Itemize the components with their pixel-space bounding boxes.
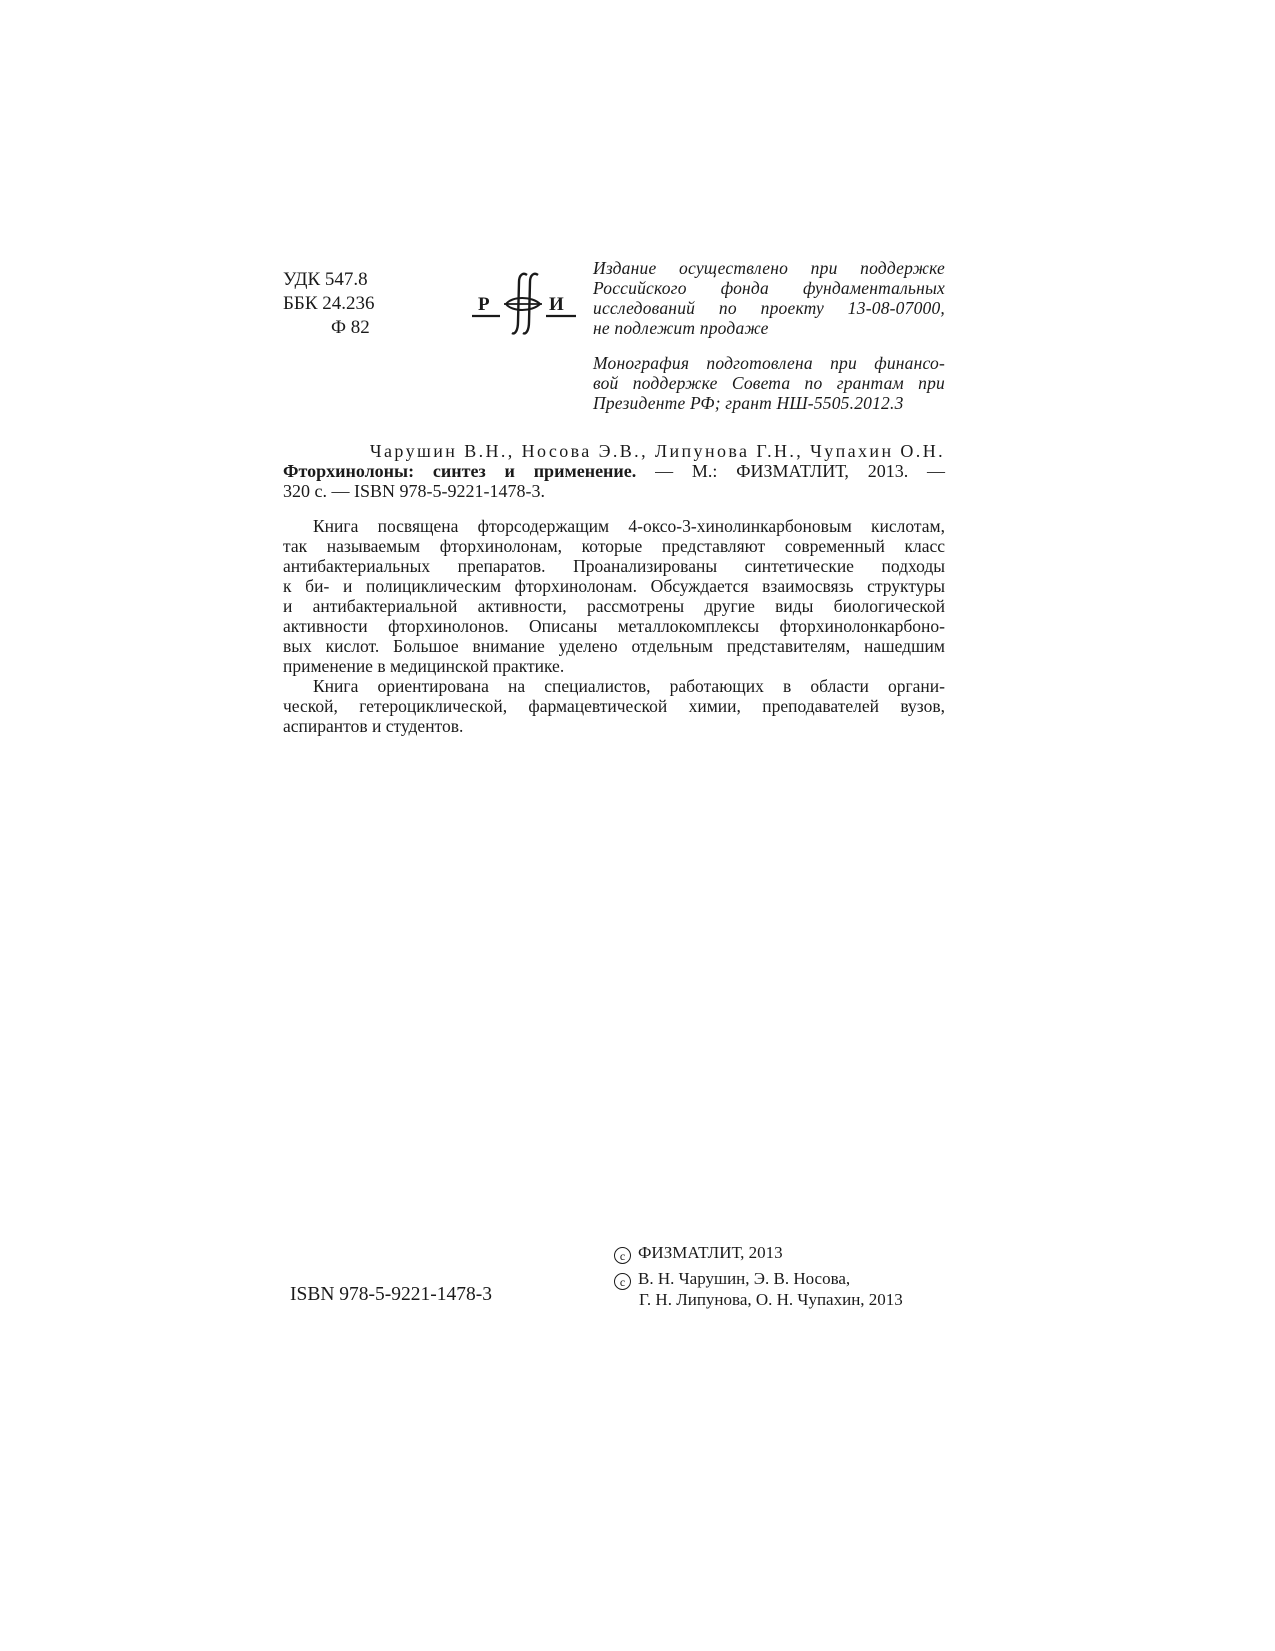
support-note	[593, 258, 945, 338]
grant-note	[593, 353, 945, 413]
rffi-logo-graphic	[468, 272, 578, 338]
biblio-authors: Чарушин В.Н., Носова Э.В., Липунова Г.Н., Чупахин О.Н.	[369, 441, 945, 461]
copyright-publisher-text: ФИЗМАТЛИТ, 2013	[638, 1243, 783, 1262]
annotation-line: и антибактериальной активности, рассмотрены другие виды биологической	[283, 596, 945, 616]
support-line: Российского фонда фундаментальных	[593, 278, 945, 298]
annotation-paragraph-2	[283, 676, 945, 736]
biblio-title: Фторхинолоны: синтез и применение.	[283, 461, 637, 481]
logo-letter-left: Р	[478, 294, 490, 315]
isbn: ISBN 978-5-9221-1478-3	[290, 1284, 493, 1305]
annotation-line: ческой, гетероциклической, фармацевтической химии, преподавателей вузов,	[283, 696, 945, 716]
support-line: не подлежит продаже	[593, 318, 769, 338]
annotation-line: к би- и полициклическим фторхинолонам. Обсуждается взаимосвязь структуры	[283, 576, 945, 596]
copyright-authors-line-2: Г. Н. Липунова, О. Н. Чупахин, 2013	[639, 1290, 903, 1309]
annotation-line: Книга ориентирована на специалистов, работающих в области органи-	[313, 676, 945, 696]
logo-letter-right: И	[549, 294, 564, 315]
biblio-imprint: — М.: ФИЗМАТЛИТ, 2013. —	[636, 461, 946, 481]
bibliographic-record	[283, 441, 945, 501]
support-line: исследований по проекту 13-08-07000,	[593, 298, 945, 318]
copyright-block	[614, 1243, 903, 1310]
annotation-line: применение в медицинской практике.	[283, 656, 565, 676]
classification-block	[283, 268, 375, 340]
annotation-line: активности фторхинолонов. Описаны металлокомплексы фторхинолонкарбоно-	[283, 616, 945, 636]
annotation-line: антибактериальных препаратов. Проанализированы синтетические подходы	[283, 556, 945, 576]
annotation-line: вых кислот. Большое внимание уделено отдельным представителям, нашедшим	[283, 636, 945, 656]
annotation-paragraph-1	[283, 516, 945, 676]
annotation-line: Книга посвящена фторсодержащим 4-оксо-3-хинолинкарбоновым кислотам,	[313, 516, 945, 536]
biblio-title-line	[283, 461, 945, 481]
support-line: Издание осуществлено при поддержке	[593, 258, 945, 278]
copyright-icon: c	[614, 1273, 631, 1290]
udk-index: УДК 547.8	[283, 269, 368, 290]
copyright-icon: c	[614, 1247, 631, 1264]
copyright-authors-line-1: В. Н. Чарушин, Э. В. Носова,	[638, 1269, 851, 1288]
bbk-index: ББК 24.236	[283, 293, 375, 314]
grant-line: Монография подготовлена при финансо-	[593, 353, 945, 373]
copyright-publisher	[614, 1243, 903, 1264]
rffi-logo	[468, 272, 578, 338]
grant-line: вой поддержке Совета по грантам при	[593, 373, 945, 393]
grant-line: Президенте РФ; грант НШ-5505.2012.3	[593, 393, 904, 413]
copyright-authors	[614, 1269, 903, 1310]
annotation-line: аспирантов и студентов.	[283, 716, 464, 736]
annotation	[283, 516, 945, 736]
author-mark: Ф 82	[331, 317, 370, 338]
biblio-pages-isbn: 320 с. — ISBN 978-5-9221-1478-3.	[283, 481, 545, 501]
annotation-line: так называемым фторхинолонам, которые представляют современный класс	[283, 536, 945, 556]
